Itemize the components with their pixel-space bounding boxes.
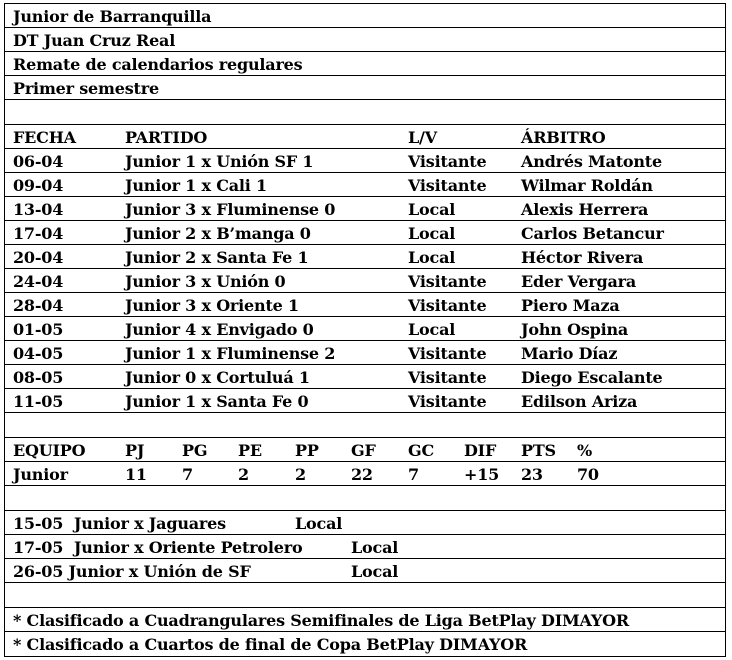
match-venue: Local bbox=[408, 224, 456, 243]
match-date: 17-04 bbox=[13, 224, 64, 243]
period: Primer semestre bbox=[13, 79, 159, 98]
match-row bbox=[5, 389, 725, 413]
coach-name: DT Juan Cruz Real bbox=[13, 31, 176, 50]
column-header-date: FECHA bbox=[13, 128, 76, 147]
stats-header-row bbox=[5, 438, 725, 462]
match-result: Junior 4 x Envigado 0 bbox=[125, 320, 314, 339]
stats-gc: 7 bbox=[408, 465, 419, 484]
match-result: Junior 2 x Santa Fe 1 bbox=[125, 248, 309, 267]
stats-team: Junior bbox=[13, 465, 68, 484]
stats-header-pg: PG bbox=[182, 441, 208, 460]
match-referee: Alexis Herrera bbox=[521, 200, 649, 219]
stats-header-gf: GF bbox=[351, 441, 376, 460]
note-row bbox=[5, 608, 725, 632]
stats-row bbox=[5, 462, 725, 486]
match-result: Junior 2 x B’manga 0 bbox=[125, 224, 311, 243]
period-row bbox=[5, 76, 725, 100]
upcoming-row bbox=[5, 535, 725, 559]
match-venue: Visitante bbox=[408, 176, 487, 195]
match-row bbox=[5, 149, 725, 173]
match-referee: Andrés Matonte bbox=[521, 152, 662, 171]
match-venue: Visitante bbox=[408, 152, 487, 171]
match-referee: Edilson Ariza bbox=[521, 392, 638, 411]
subtitle: Remate de calendarios regulares bbox=[13, 55, 303, 74]
stats-pts: 23 bbox=[521, 465, 543, 484]
stats-dif: +15 bbox=[464, 465, 500, 484]
match-result: Junior 1 x Santa Fe 0 bbox=[125, 392, 309, 411]
match-date: 08-05 bbox=[13, 368, 64, 387]
upcoming-venue: Local bbox=[295, 514, 343, 533]
match-row bbox=[5, 221, 725, 245]
spacer-row bbox=[5, 583, 725, 608]
match-referee: Héctor Rivera bbox=[521, 248, 644, 267]
upcoming-row bbox=[5, 511, 725, 535]
subtitle-row bbox=[5, 52, 725, 76]
stats-gf: 22 bbox=[351, 465, 373, 484]
match-venue: Local bbox=[408, 200, 456, 219]
stats-header-pts: PTS bbox=[521, 441, 556, 460]
match-venue: Visitante bbox=[408, 272, 487, 291]
match-row bbox=[5, 173, 725, 197]
match-date: 13-04 bbox=[13, 200, 64, 219]
match-referee: Carlos Betancur bbox=[521, 224, 664, 243]
note-row bbox=[5, 632, 725, 656]
match-row bbox=[5, 365, 725, 389]
stats-pp: 2 bbox=[295, 465, 306, 484]
stats-header-pj: PJ bbox=[125, 441, 145, 460]
match-date: 04-05 bbox=[13, 344, 64, 363]
match-venue: Local bbox=[408, 248, 456, 267]
club-name: Junior de Barranquilla bbox=[13, 7, 212, 26]
stats-header-pct: % bbox=[577, 441, 593, 460]
upcoming-fixture: 15-05 Junior x Jaguares bbox=[13, 514, 226, 533]
match-date: 09-04 bbox=[13, 176, 64, 195]
note-cup: * Clasificado a Cuartos de final de Copa BetPlay DIMAYOR bbox=[13, 635, 528, 654]
match-venue: Visitante bbox=[408, 344, 487, 363]
match-date: 06-04 bbox=[13, 152, 64, 171]
match-referee: Mario Díaz bbox=[521, 344, 618, 363]
match-row bbox=[5, 317, 725, 341]
column-header-venue: L/V bbox=[408, 128, 437, 147]
stats-pj: 11 bbox=[125, 465, 147, 484]
match-result: Junior 1 x Cali 1 bbox=[125, 176, 267, 195]
match-row bbox=[5, 197, 725, 221]
match-date: 01-05 bbox=[13, 320, 64, 339]
coach-row bbox=[5, 28, 725, 52]
match-referee: John Ospina bbox=[521, 320, 629, 339]
match-row bbox=[5, 293, 725, 317]
spacer-row bbox=[5, 100, 725, 125]
spacer-row bbox=[5, 486, 725, 511]
stats-header-team: EQUIPO bbox=[13, 441, 86, 460]
match-referee: Eder Vergara bbox=[521, 272, 637, 291]
note-league: * Clasificado a Cuadrangulares Semifinales de Liga BetPlay DIMAYOR bbox=[13, 611, 629, 630]
match-date: 28-04 bbox=[13, 296, 64, 315]
matches-header-row bbox=[5, 125, 725, 149]
stats-pct: 70 bbox=[577, 465, 599, 484]
match-referee: Piero Maza bbox=[521, 296, 620, 315]
match-result: Junior 1 x Unión SF 1 bbox=[125, 152, 314, 171]
match-venue: Local bbox=[408, 320, 456, 339]
match-result: Junior 3 x Oriente 1 bbox=[125, 296, 299, 315]
match-date: 11-05 bbox=[13, 392, 64, 411]
match-result: Junior 3 x Fluminense 0 bbox=[125, 200, 336, 219]
match-row bbox=[5, 245, 725, 269]
match-date: 24-04 bbox=[13, 272, 64, 291]
match-row bbox=[5, 341, 725, 365]
match-venue: Visitante bbox=[408, 368, 487, 387]
match-result: Junior 3 x Unión 0 bbox=[125, 272, 286, 291]
match-result: Junior 1 x Fluminense 2 bbox=[125, 344, 336, 363]
column-header-match: PARTIDO bbox=[125, 128, 208, 147]
match-row bbox=[5, 269, 725, 293]
upcoming-row bbox=[5, 559, 725, 583]
club-row bbox=[5, 4, 725, 28]
match-venue: Visitante bbox=[408, 296, 487, 315]
upcoming-fixture: 17-05 Junior x Oriente Petrolero bbox=[13, 538, 303, 557]
upcoming-fixture: 26-05 Junior x Unión de SF bbox=[13, 562, 251, 581]
match-venue: Visitante bbox=[408, 392, 487, 411]
match-referee: Wilmar Roldán bbox=[521, 176, 653, 195]
stats-header-dif: DIF bbox=[464, 441, 497, 460]
upcoming-venue: Local bbox=[351, 562, 399, 581]
summary-table bbox=[4, 3, 726, 657]
stats-header-pe: PE bbox=[238, 441, 262, 460]
upcoming-venue: Local bbox=[351, 538, 399, 557]
column-header-referee: ÁRBITRO bbox=[521, 128, 606, 147]
stats-pe: 2 bbox=[238, 465, 249, 484]
match-date: 20-04 bbox=[13, 248, 64, 267]
stats-pg: 7 bbox=[182, 465, 193, 484]
match-result: Junior 0 x Cortuluá 1 bbox=[125, 368, 310, 387]
stats-header-gc: GC bbox=[408, 441, 434, 460]
match-referee: Diego Escalante bbox=[521, 368, 663, 387]
spacer-row bbox=[5, 413, 725, 438]
stats-header-pp: PP bbox=[295, 441, 319, 460]
